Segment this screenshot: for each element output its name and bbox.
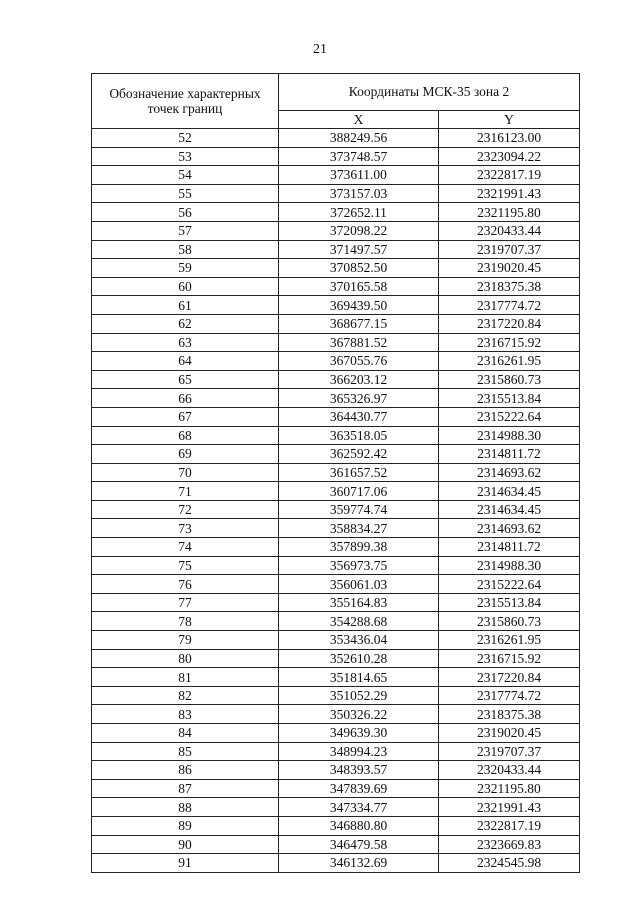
table-row [92, 482, 580, 501]
y-coordinate-cell: 2321991.43 [439, 798, 580, 817]
y-coordinate-cell: 2321195.80 [439, 203, 580, 222]
y-coordinate-cell: 2323094.22 [439, 147, 580, 166]
y-coordinate-cell: 2322817.19 [439, 816, 580, 835]
y-coordinate-cell: 2320433.44 [439, 761, 580, 780]
y-coordinate-cell: 2319020.45 [439, 724, 580, 743]
coordinates-table [91, 73, 580, 873]
table-header [92, 74, 580, 129]
y-coordinate-cell: 2314988.30 [439, 556, 580, 575]
point-number-cell: 65 [92, 370, 279, 389]
table-row [92, 631, 580, 650]
point-number-cell: 79 [92, 631, 279, 650]
y-coordinate-cell: 2322817.19 [439, 166, 580, 185]
table-row [92, 500, 580, 519]
y-coordinate-cell: 2315222.64 [439, 575, 580, 594]
x-coordinate-cell: 352610.28 [279, 649, 439, 668]
table-row [92, 240, 580, 259]
table-row [92, 352, 580, 371]
table-row [92, 426, 580, 445]
y-coordinate-cell: 2324545.98 [439, 854, 580, 873]
x-coordinate-cell: 350326.22 [279, 705, 439, 724]
point-designation-header: Обозначение характерных точек границ [92, 74, 279, 129]
y-coordinate-cell: 2316261.95 [439, 352, 580, 371]
x-coordinate-cell: 351814.65 [279, 668, 439, 687]
x-coordinate-cell: 355164.83 [279, 593, 439, 612]
x-coordinate-cell: 347839.69 [279, 779, 439, 798]
table-row [92, 612, 580, 631]
x-coordinate-cell: 356973.75 [279, 556, 439, 575]
y-coordinate-cell: 2314634.45 [439, 482, 580, 501]
x-coordinate-cell: 361657.52 [279, 463, 439, 482]
y-coordinate-cell: 2318375.38 [439, 277, 580, 296]
x-coordinate-cell: 388249.56 [279, 129, 439, 148]
point-number-cell: 69 [92, 445, 279, 464]
x-coordinate-cell: 372098.22 [279, 221, 439, 240]
y-coordinate-cell: 2314988.30 [439, 426, 580, 445]
x-coordinate-cell: 356061.03 [279, 575, 439, 594]
x-coordinate-cell: 367881.52 [279, 333, 439, 352]
point-number-cell: 82 [92, 686, 279, 705]
table-row [92, 147, 580, 166]
x-coordinate-cell: 366203.12 [279, 370, 439, 389]
x-coordinate-cell: 357899.38 [279, 538, 439, 557]
y-coordinate-cell: 2316123.00 [439, 129, 580, 148]
x-coordinate-cell: 369439.50 [279, 296, 439, 315]
point-number-cell: 63 [92, 333, 279, 352]
table-row [92, 556, 580, 575]
table-row [92, 686, 580, 705]
y-coordinate-cell: 2317774.72 [439, 296, 580, 315]
point-number-cell: 66 [92, 389, 279, 408]
x-coordinate-cell: 347334.77 [279, 798, 439, 817]
table-row [92, 166, 580, 185]
x-coordinate-cell: 351052.29 [279, 686, 439, 705]
table-row [92, 370, 580, 389]
y-coordinate-cell: 2317220.84 [439, 314, 580, 333]
y-coordinate-cell: 2316261.95 [439, 631, 580, 650]
point-number-cell: 57 [92, 221, 279, 240]
table-row [92, 854, 580, 873]
x-coordinate-cell: 370852.50 [279, 259, 439, 278]
point-number-cell: 90 [92, 835, 279, 854]
x-coordinate-cell: 359774.74 [279, 500, 439, 519]
point-number-cell: 71 [92, 482, 279, 501]
point-number-cell: 81 [92, 668, 279, 687]
table-row [92, 575, 580, 594]
point-number-cell: 70 [92, 463, 279, 482]
y-coordinate-cell: 2318375.38 [439, 705, 580, 724]
x-coordinate-cell: 368677.15 [279, 314, 439, 333]
x-coordinate-cell: 348393.57 [279, 761, 439, 780]
y-coordinate-cell: 2314693.62 [439, 519, 580, 538]
x-coordinate-cell: 373611.00 [279, 166, 439, 185]
x-coordinate-cell: 346132.69 [279, 854, 439, 873]
y-coordinate-cell: 2319707.37 [439, 240, 580, 259]
table-row [92, 463, 580, 482]
x-coordinate-cell: 362592.42 [279, 445, 439, 464]
table-row [92, 593, 580, 612]
x-coordinate-cell: 372652.11 [279, 203, 439, 222]
table-row [92, 221, 580, 240]
table-row [92, 296, 580, 315]
y-coordinate-cell: 2316715.92 [439, 649, 580, 668]
y-coordinate-cell: 2314811.72 [439, 538, 580, 557]
table-row [92, 779, 580, 798]
y-coordinate-cell: 2314634.45 [439, 500, 580, 519]
table-row [92, 761, 580, 780]
x-coordinate-cell: 346880.80 [279, 816, 439, 835]
point-number-cell: 62 [92, 314, 279, 333]
x-coordinate-cell: 373748.57 [279, 147, 439, 166]
table-row [92, 835, 580, 854]
x-coordinate-cell: 353436.04 [279, 631, 439, 650]
y-column-header: Y [439, 111, 580, 129]
point-number-cell: 72 [92, 500, 279, 519]
y-coordinate-cell: 2315860.73 [439, 370, 580, 389]
point-number-cell: 67 [92, 407, 279, 426]
point-number-cell: 68 [92, 426, 279, 445]
point-number-cell: 84 [92, 724, 279, 743]
x-coordinate-cell: 349639.30 [279, 724, 439, 743]
table-row [92, 798, 580, 817]
table-row [92, 203, 580, 222]
point-number-cell: 91 [92, 854, 279, 873]
y-coordinate-cell: 2317774.72 [439, 686, 580, 705]
point-number-cell: 58 [92, 240, 279, 259]
y-coordinate-cell: 2321991.43 [439, 184, 580, 203]
point-number-cell: 75 [92, 556, 279, 575]
point-number-cell: 59 [92, 259, 279, 278]
y-coordinate-cell: 2315513.84 [439, 389, 580, 408]
y-coordinate-cell: 2315860.73 [439, 612, 580, 631]
x-coordinate-cell: 354288.68 [279, 612, 439, 631]
y-coordinate-cell: 2315222.64 [439, 407, 580, 426]
x-coordinate-cell: 371497.57 [279, 240, 439, 259]
point-number-cell: 89 [92, 816, 279, 835]
x-coordinate-cell: 348994.23 [279, 742, 439, 761]
x-coordinate-cell: 367055.76 [279, 352, 439, 371]
point-number-cell: 54 [92, 166, 279, 185]
point-number-cell: 55 [92, 184, 279, 203]
x-coordinate-cell: 363518.05 [279, 426, 439, 445]
page-number: 21 [313, 42, 327, 57]
y-coordinate-cell: 2314693.62 [439, 463, 580, 482]
y-coordinate-cell: 2319020.45 [439, 259, 580, 278]
coordinates-group-header: Координаты МСК-35 зона 2 [279, 74, 580, 111]
point-number-cell: 61 [92, 296, 279, 315]
point-number-cell: 86 [92, 761, 279, 780]
point-number-cell: 83 [92, 705, 279, 724]
table-row [92, 129, 580, 148]
y-coordinate-cell: 2320433.44 [439, 221, 580, 240]
table-body [92, 129, 580, 873]
table-row [92, 184, 580, 203]
point-number-cell: 78 [92, 612, 279, 631]
point-number-cell: 85 [92, 742, 279, 761]
point-number-cell: 56 [92, 203, 279, 222]
x-coordinate-cell: 370165.58 [279, 277, 439, 296]
table-row [92, 259, 580, 278]
point-number-cell: 60 [92, 277, 279, 296]
point-number-cell: 73 [92, 519, 279, 538]
point-number-cell: 77 [92, 593, 279, 612]
point-number-cell: 52 [92, 129, 279, 148]
table-row [92, 742, 580, 761]
table-row [92, 445, 580, 464]
point-number-cell: 80 [92, 649, 279, 668]
y-coordinate-cell: 2315513.84 [439, 593, 580, 612]
y-coordinate-cell: 2317220.84 [439, 668, 580, 687]
table-row [92, 314, 580, 333]
table-row [92, 668, 580, 687]
table-row [92, 407, 580, 426]
table-row [92, 389, 580, 408]
x-column-header: X [279, 111, 439, 129]
y-coordinate-cell: 2319707.37 [439, 742, 580, 761]
y-coordinate-cell: 2316715.92 [439, 333, 580, 352]
table-row [92, 649, 580, 668]
table-row [92, 724, 580, 743]
y-coordinate-cell: 2321195.80 [439, 779, 580, 798]
point-number-cell: 76 [92, 575, 279, 594]
y-coordinate-cell: 2314811.72 [439, 445, 580, 464]
x-coordinate-cell: 373157.03 [279, 184, 439, 203]
x-coordinate-cell: 364430.77 [279, 407, 439, 426]
point-number-cell: 64 [92, 352, 279, 371]
point-number-cell: 88 [92, 798, 279, 817]
table-row [92, 333, 580, 352]
point-number-cell: 74 [92, 538, 279, 557]
point-number-cell: 53 [92, 147, 279, 166]
x-coordinate-cell: 346479.58 [279, 835, 439, 854]
table-row [92, 277, 580, 296]
x-coordinate-cell: 360717.06 [279, 482, 439, 501]
table-row [92, 538, 580, 557]
table-row [92, 705, 580, 724]
y-coordinate-cell: 2323669.83 [439, 835, 580, 854]
table-row [92, 816, 580, 835]
x-coordinate-cell: 358834.27 [279, 519, 439, 538]
point-number-cell: 87 [92, 779, 279, 798]
table-row [92, 519, 580, 538]
x-coordinate-cell: 365326.97 [279, 389, 439, 408]
